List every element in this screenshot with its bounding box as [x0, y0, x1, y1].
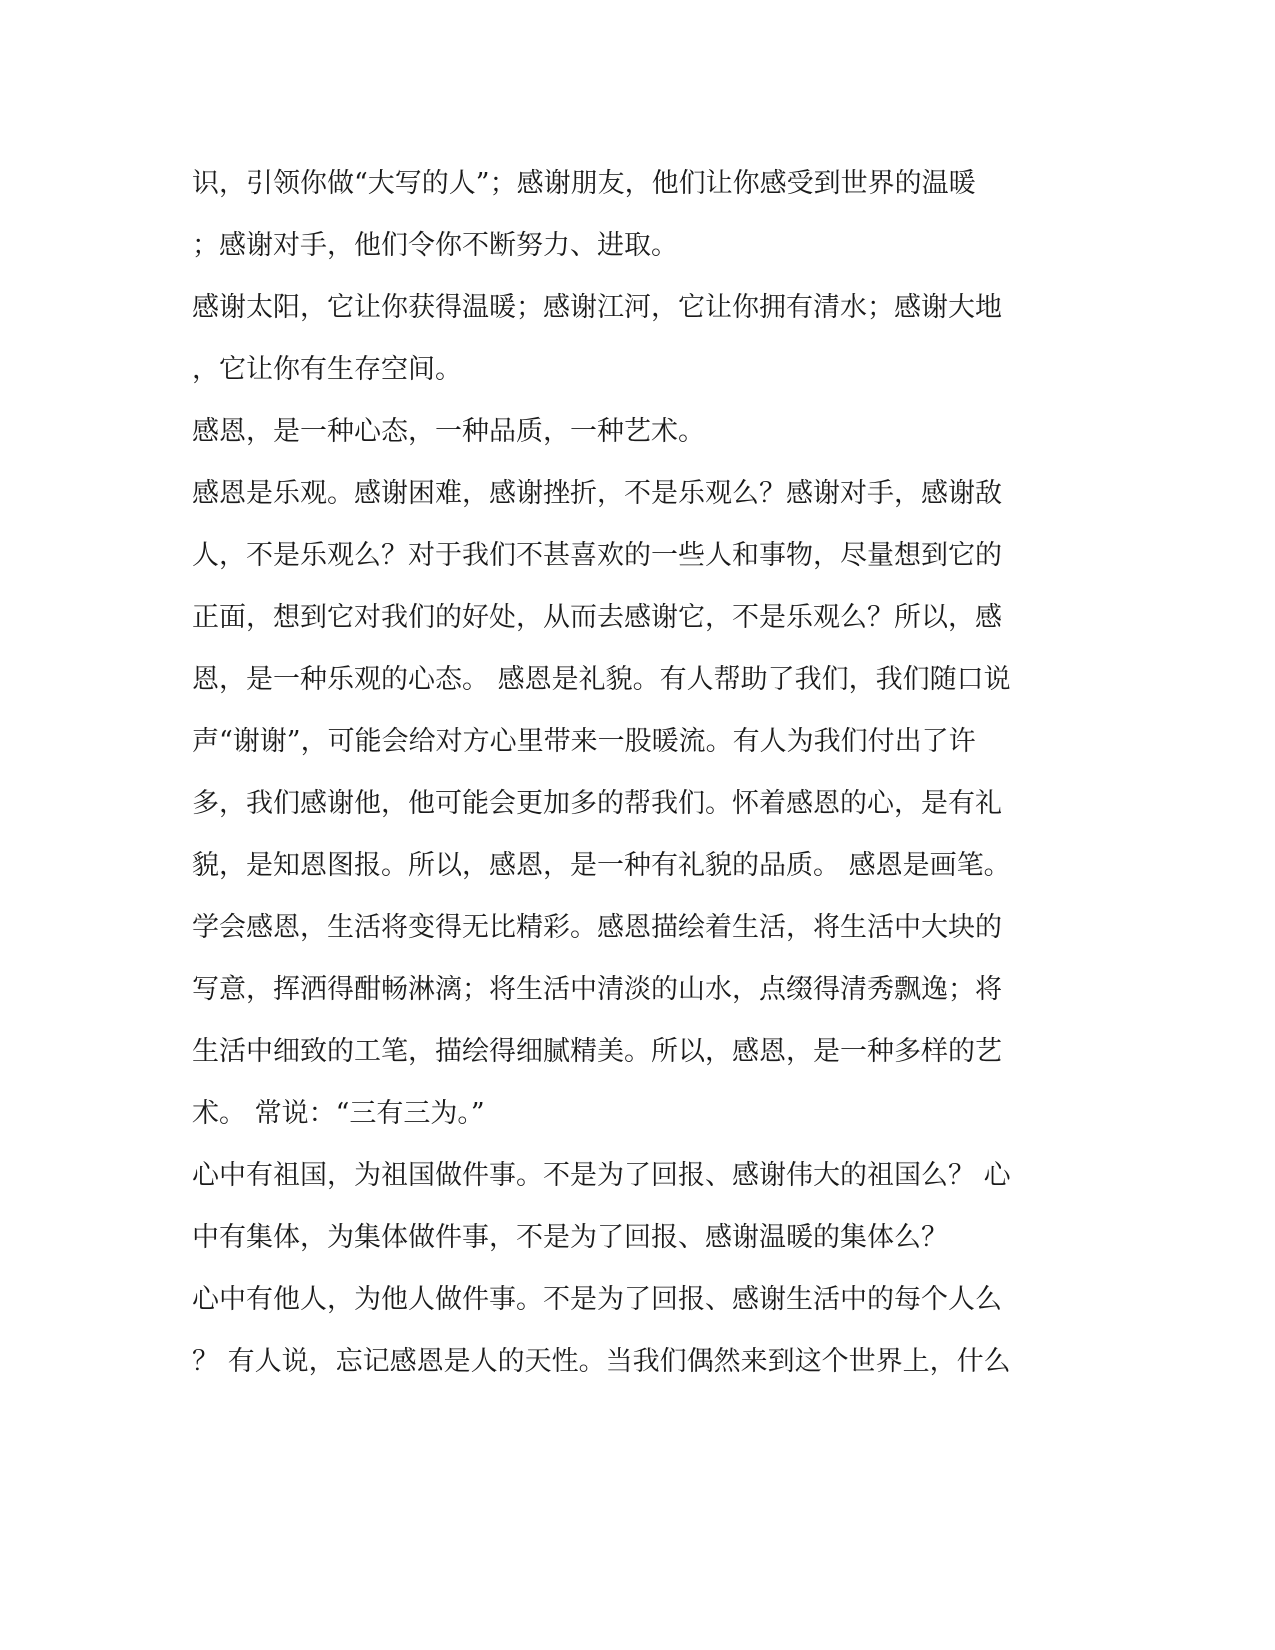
text-line: 生活中细致的工笔，描绘得细腻精美。所以，感恩，是一种多样的艺 [192, 1036, 1002, 1067]
text-line: 多，我们感谢他，他可能会更加多的帮我们。怀着感恩的心，是有礼 [192, 788, 1002, 819]
text-line: 声“谢谢”，可能会给对方心里带来一股暖流。有人为我们付出了许 [192, 726, 976, 757]
text-line: 心中有祖国，为祖国做件事。不是为了回报、感谢伟大的祖国么？ 心 [192, 1160, 1011, 1191]
text-line: 识，引领你做“大写的人”；感谢朋友，他们让你感受到世界的温暖 [192, 168, 976, 199]
text-line: 感谢太阳，它让你获得温暖；感谢江河，它让你拥有清水；感谢大地 [192, 292, 1002, 323]
text-line: 貌，是知恩图报。所以，感恩，是一种有礼貌的品质。 感恩是画笔。 [192, 850, 1011, 881]
text-line: 感恩，是一种心态，一种品质，一种艺术。 [192, 416, 705, 447]
text-line: 中有集体，为集体做件事，不是为了回报、感谢温暖的集体么？ [192, 1222, 948, 1253]
text-line: 写意，挥洒得酣畅淋漓；将生活中清淡的山水，点缀得清秀飘逸；将 [192, 974, 1002, 1005]
text-line: 感恩是乐观。感谢困难，感谢挫折，不是乐观么？感谢对手，感谢敌 [192, 478, 1002, 509]
text-line: 正面，想到它对我们的好处，从而去感谢它，不是乐观么？所以，感 [192, 602, 1002, 633]
text-line: ？ 有人说，忘记感恩是人的天性。当我们偶然来到这个世界上，什么 [192, 1346, 1011, 1377]
text-line: 术。 常说：“三有三为。” [192, 1098, 485, 1129]
text-line: ；感谢对手，他们令你不断努力、进取。 [192, 230, 678, 261]
text-line: 学会感恩，生活将变得无比精彩。感恩描绘着生活，将生活中大块的 [192, 912, 1002, 943]
text-line: 人，不是乐观么？对于我们不甚喜欢的一些人和事物，尽量想到它的 [192, 540, 1002, 571]
text-line: ，它让你有生存空间。 [192, 354, 462, 385]
text-line: 心中有他人，为他人做件事。不是为了回报、感谢生活中的每个人么 [192, 1284, 1002, 1315]
text-line: 恩，是一种乐观的心态。 感恩是礼貌。有人帮助了我们，我们随口说 [192, 664, 1011, 695]
